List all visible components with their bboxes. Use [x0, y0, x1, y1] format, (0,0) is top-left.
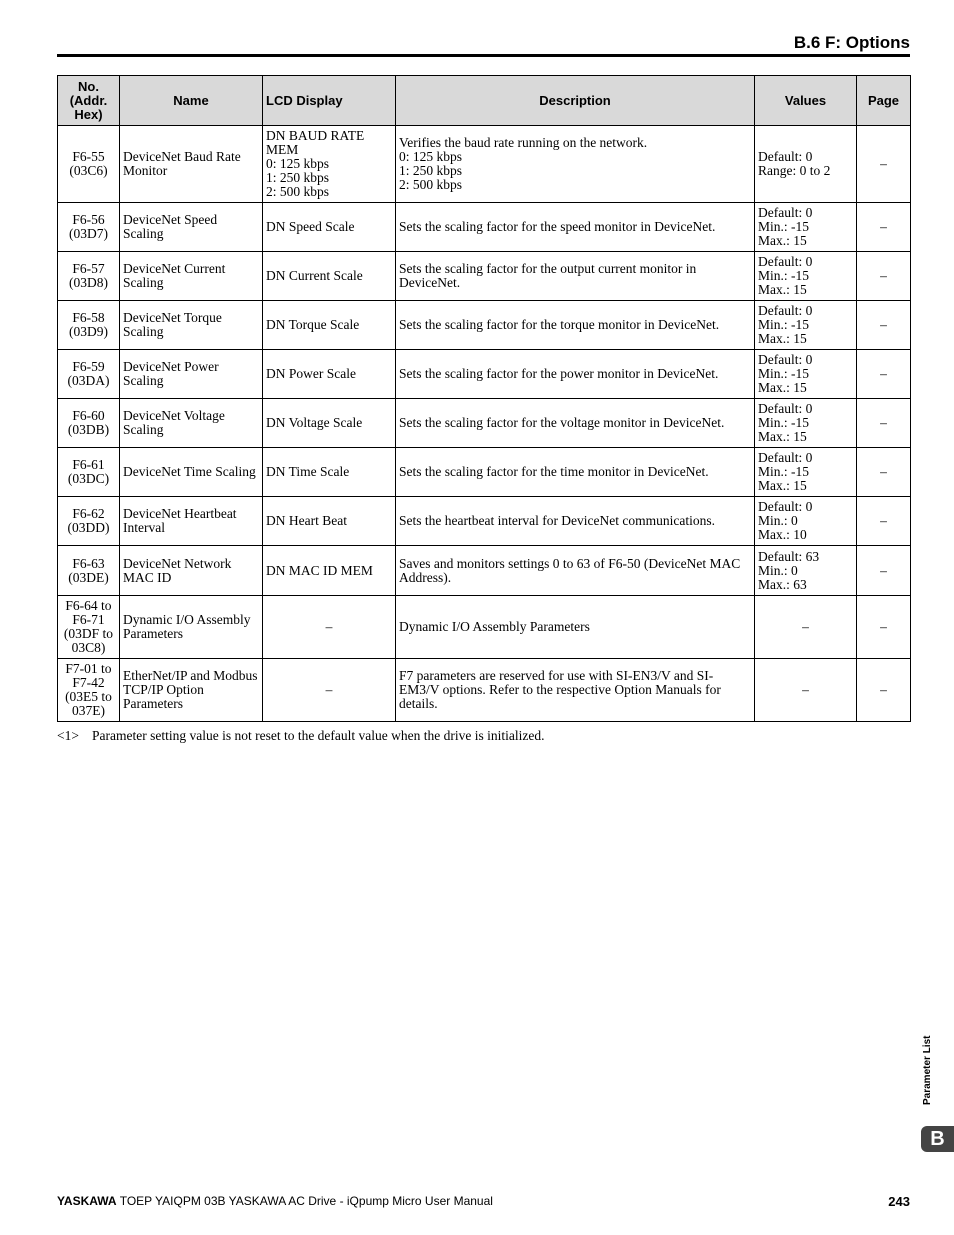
param-values: Default: 0 Min.: -15 Max.: 15: [755, 350, 857, 399]
param-name: DeviceNet Baud Rate Monitor: [120, 126, 263, 203]
param-lcd: DN Heart Beat: [263, 497, 396, 546]
param-values: Default: 0 Min.: 0 Max.: 10: [755, 497, 857, 546]
param-number: F6-57 (03D8): [58, 252, 120, 301]
side-section-label: Parameter List: [922, 1035, 933, 1105]
table-row: [58, 448, 911, 497]
param-number: F7-01 to F7-42 (03E5 to 037E): [58, 659, 120, 722]
param-values: Default: 0 Min.: -15 Max.: 15: [755, 301, 857, 350]
param-name: DeviceNet Time Scaling: [120, 448, 263, 497]
param-description: Sets the scaling factor for the torque monitor in DeviceNet.: [396, 301, 755, 350]
param-lcd: DN Time Scale: [263, 448, 396, 497]
param-number: F6-56 (03D7): [58, 203, 120, 252]
param-values: Default: 0 Min.: -15 Max.: 15: [755, 399, 857, 448]
param-number: F6-55 (03C6): [58, 126, 120, 203]
table-row: [58, 252, 911, 301]
table-row: [58, 399, 911, 448]
param-page: –: [857, 596, 911, 659]
param-page: –: [857, 497, 911, 546]
param-description: Sets the scaling factor for the output current monitor in DeviceNet.: [396, 252, 755, 301]
footer-brand: YASKAWA: [57, 1194, 117, 1208]
col-header-name: Name: [120, 76, 263, 126]
param-number: F6-60 (03DB): [58, 399, 120, 448]
param-page: –: [857, 399, 911, 448]
param-description: Sets the scaling factor for the voltage monitor in DeviceNet.: [396, 399, 755, 448]
param-name: DeviceNet Torque Scaling: [120, 301, 263, 350]
param-page: –: [857, 203, 911, 252]
param-description: Dynamic I/O Assembly Parameters: [396, 596, 755, 659]
param-values: –: [755, 596, 857, 659]
param-description: Sets the heartbeat interval for DeviceNet communications.: [396, 497, 755, 546]
footnote-text: Parameter setting value is not reset to the default value when the drive is initialized.: [92, 728, 545, 743]
param-number: F6-59 (03DA): [58, 350, 120, 399]
col-header-no: No. (Addr. Hex): [58, 76, 120, 126]
param-name: DeviceNet Voltage Scaling: [120, 399, 263, 448]
param-name: EtherNet/IP and Modbus TCP/IP Option Parameters: [120, 659, 263, 722]
param-page: –: [857, 448, 911, 497]
col-header-values: Values: [755, 76, 857, 126]
param-lcd: DN Power Scale: [263, 350, 396, 399]
param-name: DeviceNet Current Scaling: [120, 252, 263, 301]
parameter-table: [57, 75, 911, 722]
param-values: Default: 0 Min.: -15 Max.: 15: [755, 448, 857, 497]
footer-doc-title: TOEP YAIQPM 03B YASKAWA AC Drive - iQpump Micro User Manual: [119, 1194, 493, 1208]
col-header-description: Description: [396, 76, 755, 126]
param-description: Saves and monitors settings 0 to 63 of F6-50 (DeviceNet MAC Address).: [396, 546, 755, 596]
param-number: F6-64 to F6-71 (03DF to 03C8): [58, 596, 120, 659]
table-row: [58, 497, 911, 546]
table-row: [58, 126, 911, 203]
param-name: DeviceNet Heartbeat Interval: [120, 497, 263, 546]
param-lcd: DN Speed Scale: [263, 203, 396, 252]
footnote: [57, 728, 910, 744]
param-values: Default: 0 Min.: -15 Max.: 15: [755, 203, 857, 252]
table-row: [58, 350, 911, 399]
col-header-lcd-display: LCD Display: [263, 76, 396, 126]
table-row: [58, 203, 911, 252]
footnote-mark: <1>: [57, 728, 79, 743]
param-lcd: DN MAC ID MEM: [263, 546, 396, 596]
param-lcd: DN Voltage Scale: [263, 399, 396, 448]
param-page: –: [857, 126, 911, 203]
param-lcd: DN Current Scale: [263, 252, 396, 301]
param-values: Default: 63 Min.: 0 Max.: 63: [755, 546, 857, 596]
param-values: Default: 0 Range: 0 to 2: [755, 126, 857, 203]
param-description: Sets the scaling factor for the speed monitor in DeviceNet.: [396, 203, 755, 252]
param-number: F6-63 (03DE): [58, 546, 120, 596]
page-footer: [57, 1194, 910, 1208]
param-name: DeviceNet Network MAC ID: [120, 546, 263, 596]
param-values: –: [755, 659, 857, 722]
param-page: –: [857, 659, 911, 722]
param-lcd: –: [263, 659, 396, 722]
param-name: DeviceNet Speed Scaling: [120, 203, 263, 252]
page-number: 243: [888, 1194, 910, 1209]
param-number: F6-61 (03DC): [58, 448, 120, 497]
table-row: [58, 546, 911, 596]
table-header-row: [58, 76, 911, 126]
col-header-page: Page: [857, 76, 911, 126]
param-page: –: [857, 301, 911, 350]
param-values: Default: 0 Min.: -15 Max.: 15: [755, 252, 857, 301]
param-number: F6-62 (03DD): [58, 497, 120, 546]
param-page: –: [857, 252, 911, 301]
param-description: Sets the scaling factor for the time monitor in DeviceNet.: [396, 448, 755, 497]
param-number: F6-58 (03D9): [58, 301, 120, 350]
param-description: Sets the scaling factor for the power monitor in DeviceNet.: [396, 350, 755, 399]
param-name: Dynamic I/O Assembly Parameters: [120, 596, 263, 659]
param-description: F7 parameters are reserved for use with SI-EN3/V and SI-EM3/V options. Refer to the respective Option Manuals for details.: [396, 659, 755, 722]
param-description: Verifies the baud rate running on the network. 0: 125 kbps 1: 250 kbps 2: 500 kbps: [396, 126, 755, 203]
param-lcd: –: [263, 596, 396, 659]
section-tab-b: B: [921, 1126, 954, 1152]
table-row: [58, 301, 911, 350]
param-name: DeviceNet Power Scaling: [120, 350, 263, 399]
table-row: [58, 596, 911, 659]
header-rule: [57, 54, 910, 57]
section-title: B.6 F: Options: [793, 33, 910, 52]
param-lcd: DN Torque Scale: [263, 301, 396, 350]
param-lcd: DN BAUD RATE MEM 0: 125 kbps 1: 250 kbps 2: 500 kbps: [263, 126, 396, 203]
table-row: [58, 659, 911, 722]
param-page: –: [857, 546, 911, 596]
param-page: –: [857, 350, 911, 399]
